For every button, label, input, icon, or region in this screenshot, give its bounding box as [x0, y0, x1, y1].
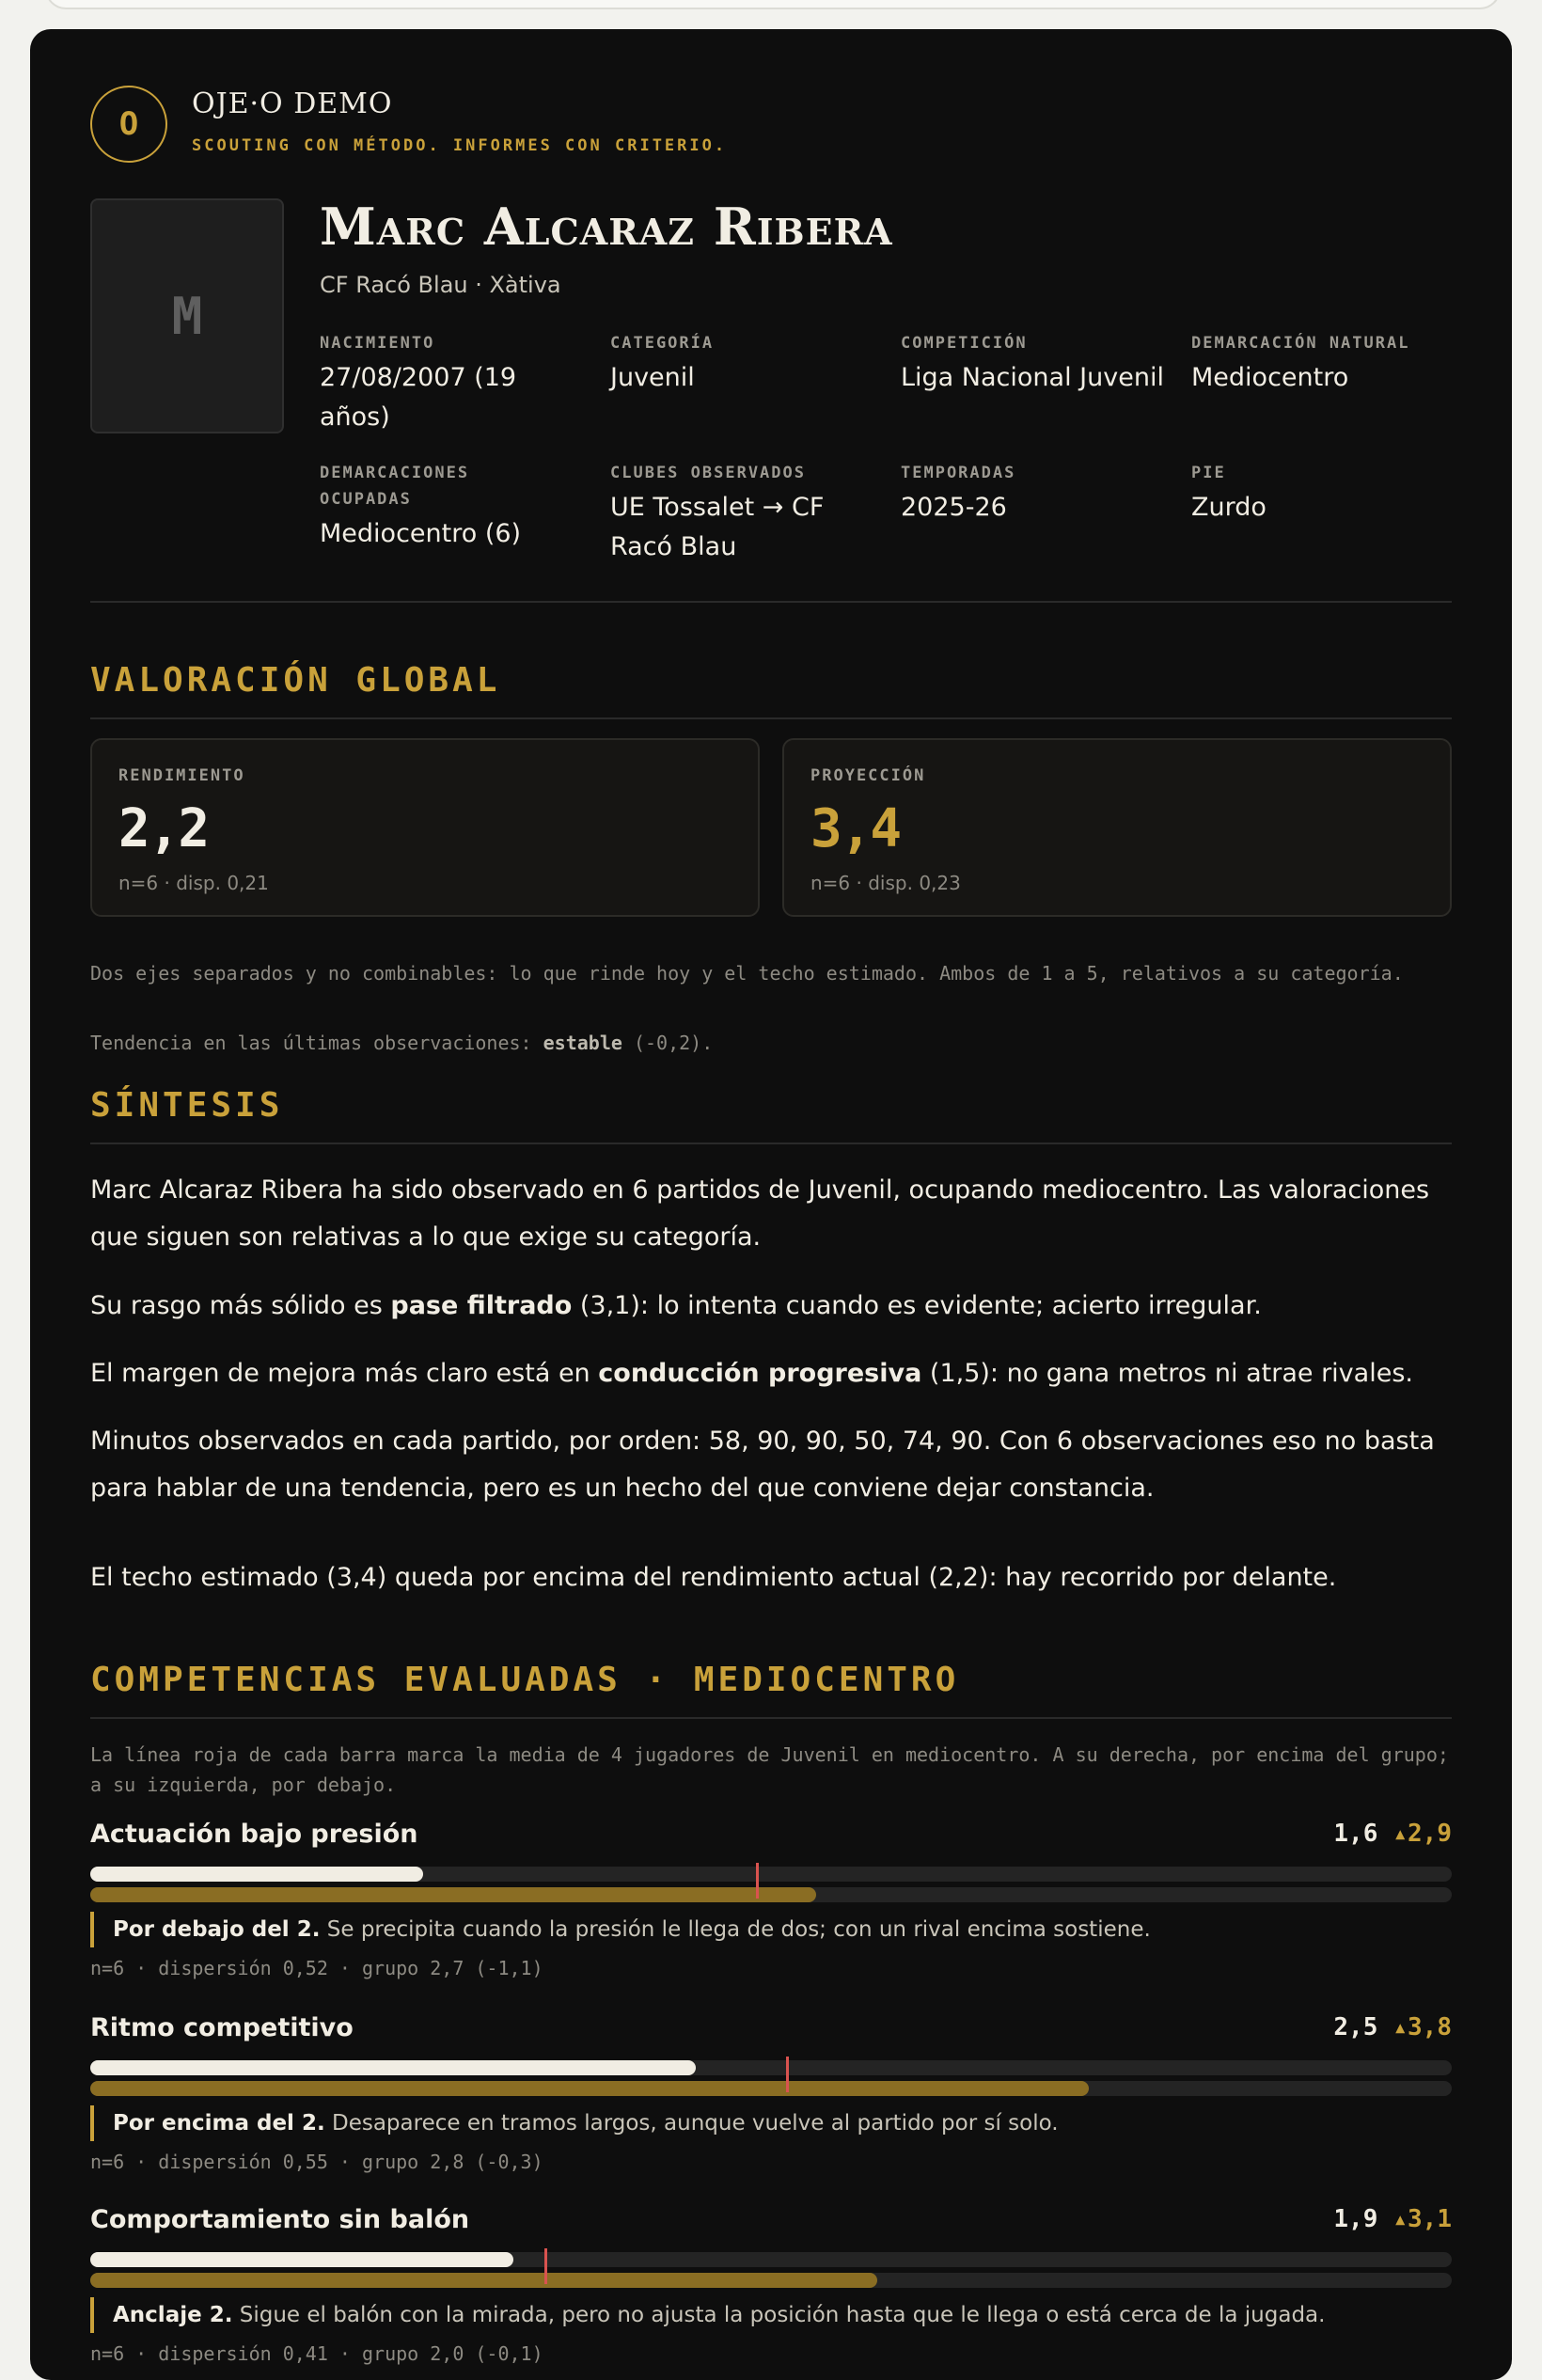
sintesis-paragraph: Minutos observados en cada partido, por orden: 58, 90, 90, 50, 74, 90. Con 6 observaciones eso no basta para hablar de una tendencia, pero es un hecho del que conviene dejar constancia. — [90, 1426, 1435, 1503]
current-score: 1,9 — [1333, 2205, 1378, 2233]
section-title-competencias: COMPETENCIAS EVALUADAS · MEDIOCENTRO — [90, 1661, 960, 1699]
fact-label: CLUBES OBSERVADOS — [610, 464, 806, 482]
section-title-sintesis: SÍNTESIS — [90, 1086, 284, 1125]
note-text: Desaparece en tramos largos, aunque vuelve al partido por sí solo. — [324, 2111, 1059, 2136]
fact-temporadas — [901, 460, 1173, 528]
score-label: PROYECCIÓN — [810, 766, 926, 785]
score-value: 2,2 — [118, 798, 209, 859]
performance-bar — [90, 2252, 1452, 2267]
fact-label: CATEGORÍA — [610, 334, 715, 353]
projection-score: ▴3,8 — [1393, 2013, 1452, 2041]
score-value: 3,4 — [810, 798, 901, 859]
fact-value: Juvenil — [610, 363, 695, 392]
fact-value: 27/08/2007 (19 años) — [320, 363, 517, 432]
trend-note — [90, 1028, 1452, 1058]
competency-name: Comportamiento sin balón — [90, 2205, 470, 2234]
fact-label: PIE — [1191, 464, 1226, 482]
performance-bar — [90, 1867, 1452, 1882]
projection-bar — [90, 2273, 1452, 2288]
top-frame — [45, 0, 1501, 9]
text: (1,5): no gana metros ni atrae rivales. — [921, 1359, 1413, 1388]
performance-fill — [90, 2252, 513, 2267]
fact-value: Liga Nacional Juvenil — [901, 363, 1164, 392]
section-divider — [90, 1143, 1452, 1144]
fact-label: TEMPORADAS — [901, 464, 1016, 482]
performance-fill — [90, 1867, 423, 1882]
sintesis-paragraph: El techo estimado (3,4) queda por encima del rendimiento actual (2,2): hay recorrido por delante. — [90, 1563, 1337, 1592]
brand-name: OJE·O DEMO — [192, 87, 393, 120]
performance-bar — [90, 2060, 1452, 2075]
projection-fill — [90, 2273, 877, 2288]
fact-value: UE Tossalet → CF Racó Blau — [610, 493, 825, 561]
section-divider — [90, 717, 1452, 719]
text: Su rasgo más sólido es — [90, 1291, 391, 1320]
competency-scores — [1333, 2013, 1452, 2041]
competency-note — [90, 1912, 1452, 1947]
trend-prefix: Tendencia en las últimas observaciones: — [90, 1032, 543, 1054]
fact-label: NACIMIENTO — [320, 334, 435, 353]
group-average-marker — [756, 1863, 759, 1899]
score-box-proyeccion — [782, 738, 1452, 917]
fact-label: DEMARCACIÓN NATURAL — [1191, 334, 1410, 353]
projection-bar — [90, 1887, 1452, 1902]
player-name: Marc Alcaraz Ribera — [320, 197, 893, 257]
player-club: CF Racó Blau · Xàtiva — [320, 272, 561, 298]
fact-label: COMPETICIÓN — [901, 334, 1028, 353]
score-box-rendimiento — [90, 738, 760, 917]
competency-note — [90, 2105, 1452, 2141]
fact-value: Zurdo — [1191, 493, 1267, 522]
report-card — [30, 29, 1512, 2380]
note-anchor: Anclaje 2. — [113, 2303, 233, 2327]
fact-demarcacion-natural — [1191, 330, 1464, 398]
fact-value: Mediocentro — [1191, 363, 1349, 392]
projection-score: ▴2,9 — [1393, 1820, 1452, 1848]
competency-stats: n=6 · dispersión 0,41 · grupo 2,0 (-0,1) — [90, 2342, 543, 2365]
competency-name: Actuación bajo presión — [90, 1820, 418, 1849]
competency-stats: n=6 · dispersión 0,52 · grupo 2,7 (-1,1) — [90, 1957, 543, 1979]
performance-fill — [90, 2060, 696, 2075]
fact-nacimiento — [320, 330, 592, 437]
trend-suffix: (-0,2). — [622, 1032, 714, 1054]
section-title-valoracion: VALORACIÓN GLOBAL — [90, 661, 501, 700]
player-photo-placeholder: M — [90, 198, 284, 433]
text: (3,1): lo intenta cuando es evidente; acierto irregular. — [572, 1291, 1262, 1320]
current-score: 2,5 — [1333, 2013, 1378, 2041]
brand-tagline: SCOUTING CON MÉTODO. INFORMES CON CRITERIO. — [192, 136, 728, 155]
group-average-marker — [544, 2248, 547, 2284]
trend-word: estable — [543, 1032, 622, 1054]
fact-pie — [1191, 460, 1464, 528]
fact-label: DEMARCACIONES OCUPADAS — [320, 464, 470, 509]
fact-categoria — [610, 330, 883, 398]
projection-fill — [90, 1887, 816, 1902]
fact-demarcaciones-ocupadas — [320, 460, 592, 554]
fact-value: Mediocentro (6) — [320, 519, 522, 548]
group-average-marker — [786, 2057, 789, 2092]
global-note: Dos ejes separados y no combinables: lo que rinde hoy y el techo estimado. Ambos de 1 a 5, relativos a su categoría. — [90, 962, 1404, 985]
text: El margen de mejora más claro está en — [90, 1359, 599, 1388]
score-meta: n=6 · disp. 0,21 — [118, 872, 269, 894]
highlight: conducción progresiva — [598, 1359, 922, 1388]
note-text: Sigue el balón con la mirada, pero no ajusta la posición hasta que le llega o está cerca de la jugada. — [232, 2303, 1326, 2327]
header-divider — [90, 601, 1452, 603]
score-label: RENDIMIENTO — [118, 766, 245, 785]
competency-scores — [1333, 1820, 1452, 1848]
competency-name: Ritmo competitivo — [90, 2013, 354, 2042]
fact-value: 2025-26 — [901, 493, 1007, 522]
sintesis-paragraph: Marc Alcaraz Ribera ha sido observado en 6 partidos de Juvenil, ocupando mediocentro. Las valoraciones que siguen son relativas a lo que exige su categoría. — [90, 1175, 1430, 1252]
projection-score: ▴3,1 — [1393, 2205, 1452, 2233]
sintesis-paragraph — [90, 1283, 1452, 1330]
competencias-note: La línea roja de cada barra marca la media de 4 jugadores de Juvenil en mediocentro. A su derecha, por encima del grupo; a su izquierda, por debajo. — [90, 1743, 1449, 1796]
note-anchor: Por debajo del 2. — [113, 1917, 321, 1942]
section-divider — [90, 1717, 1452, 1719]
score-meta: n=6 · disp. 0,23 — [810, 872, 961, 894]
competency-note — [90, 2297, 1452, 2333]
note-text: Se precipita cuando la presión le llega de dos; con un rival encima sostiene. — [320, 1917, 1151, 1942]
current-score: 1,6 — [1333, 1820, 1378, 1848]
competency-scores — [1333, 2205, 1452, 2233]
fact-competicion — [901, 330, 1173, 398]
projection-fill — [90, 2081, 1089, 2096]
brand-logo-icon: O — [90, 86, 167, 163]
note-anchor: Por encima del 2. — [113, 2111, 325, 2136]
competency-stats: n=6 · dispersión 0,55 · grupo 2,8 (-0,3) — [90, 2151, 543, 2173]
highlight: pase filtrado — [390, 1291, 573, 1320]
projection-bar — [90, 2081, 1452, 2096]
sintesis-paragraph — [90, 1350, 1452, 1397]
fact-clubes-observados — [610, 460, 883, 567]
